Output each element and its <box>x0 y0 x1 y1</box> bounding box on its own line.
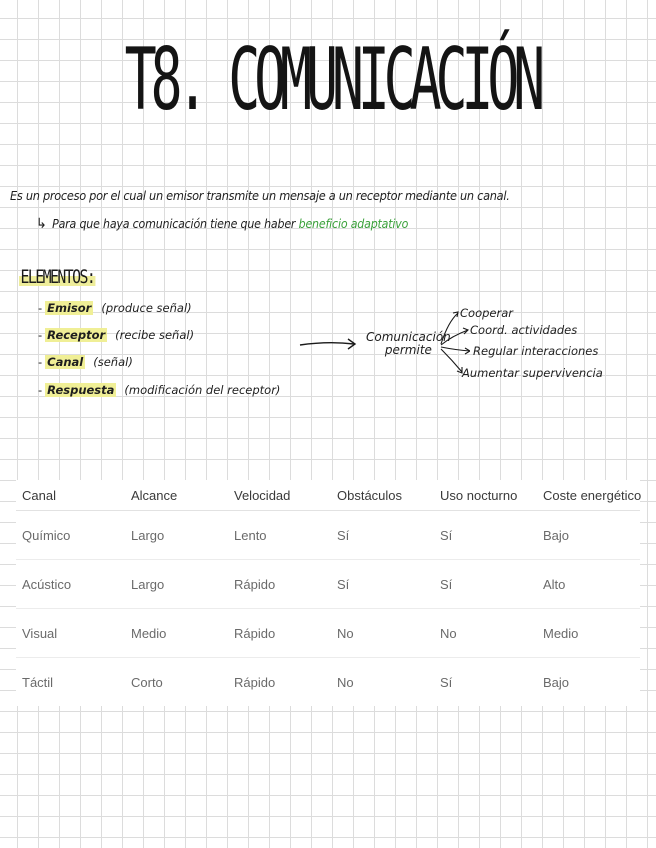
definition-text: Es un proceso por el cual un emisor transmite un mensaje a un receptor mediante un canal. <box>10 189 510 203</box>
subnote-highlight: beneficio adaptativo <box>298 217 409 231</box>
element-term: Respuesta <box>47 383 115 397</box>
branch-item: Cooperar <box>460 306 513 320</box>
table-cell: Químico <box>22 527 71 543</box>
branch-item: Coord. actividades <box>470 323 578 337</box>
column-header: Velocidad <box>234 487 291 503</box>
element-item-canal <box>38 355 133 369</box>
table-cell: Medio <box>543 625 579 641</box>
bullet-dash: - <box>38 328 43 342</box>
table-cell: Sí <box>440 527 453 543</box>
bullet-dash: - <box>38 301 43 315</box>
subnote <box>36 216 408 232</box>
table-cell: Sí <box>337 576 350 592</box>
element-item-respuesta <box>38 383 280 397</box>
bullet-dash: - <box>38 355 43 369</box>
table-cell: Bajo <box>543 527 570 543</box>
column-header: Obstáculos <box>337 487 403 503</box>
element-desc: (señal) <box>93 355 133 369</box>
page-title: T8. COMUNICACIÓN <box>124 30 540 130</box>
column-header: Canal <box>22 487 56 503</box>
communication-line2: permite <box>384 343 432 357</box>
table-cell: Rápido <box>234 674 276 690</box>
element-item-emisor <box>38 301 192 315</box>
communication-line1: Comunicación <box>366 330 451 344</box>
table-cell: No <box>440 625 457 641</box>
table-cell: Medio <box>131 625 167 641</box>
table-cell: Rápido <box>234 625 276 641</box>
table-cell: Lento <box>234 527 267 543</box>
table-cell: Visual <box>22 625 58 641</box>
element-desc: (modificación del receptor) <box>124 383 281 397</box>
table-row <box>16 609 640 658</box>
element-term: Canal <box>47 355 84 369</box>
table-cell: Largo <box>131 527 165 543</box>
subnote-prefix: Para que haya comunicación tiene que haber <box>52 217 296 231</box>
table-cell: Alto <box>543 576 566 592</box>
table-row <box>16 658 640 706</box>
element-desc: (produce señal) <box>101 301 192 315</box>
element-term: Receptor <box>47 328 106 342</box>
table-row <box>16 511 640 560</box>
column-header: Coste energético <box>543 487 642 503</box>
table-cell: Rápido <box>234 576 276 592</box>
branch-item: Regular interacciones <box>473 344 599 358</box>
table-cell: Largo <box>131 576 165 592</box>
column-header: Uso nocturno <box>440 487 518 503</box>
return-arrow-icon: ↳ <box>36 216 47 232</box>
table-row <box>16 560 640 609</box>
table-cell: Acústico <box>22 576 72 592</box>
table-cell: Sí <box>337 527 350 543</box>
column-header: Alcance <box>131 487 178 503</box>
table-cell: Sí <box>440 576 453 592</box>
table-cell: No <box>337 625 354 641</box>
table-cell: Bajo <box>543 674 570 690</box>
elements-heading: ELEMENTOS: <box>20 266 95 288</box>
right-arrow-icon <box>298 336 360 352</box>
element-term: Emisor <box>47 301 92 315</box>
table-cell: No <box>337 674 354 690</box>
table-cell: Táctil <box>22 674 54 690</box>
element-desc: (recibe señal) <box>115 328 195 342</box>
bullet-dash: - <box>38 383 43 397</box>
table-header-row <box>16 480 640 511</box>
table-cell: Sí <box>440 674 453 690</box>
table-cell: Corto <box>131 674 163 690</box>
channels-table <box>16 480 640 706</box>
branch-item: Aumentar supervivencia <box>462 366 603 380</box>
element-item-receptor <box>38 328 194 342</box>
